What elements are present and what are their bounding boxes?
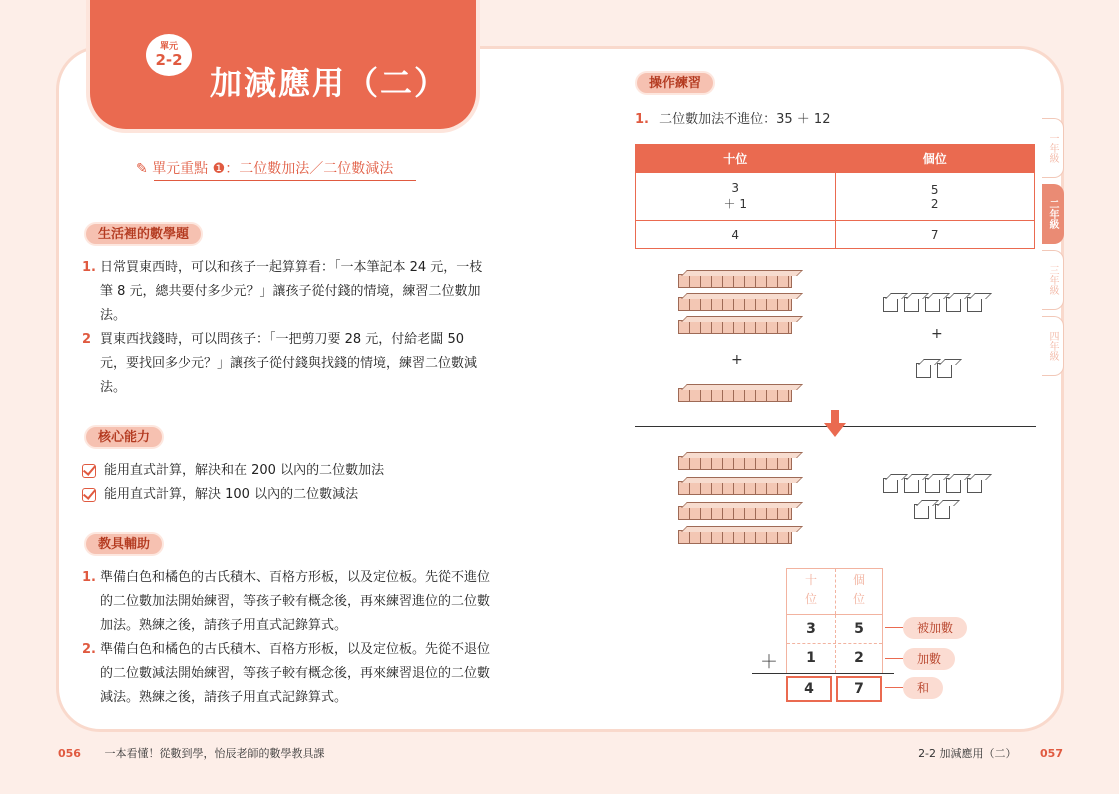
check-text: 能用直式計算，解決 100 以內的二位數減法 bbox=[104, 487, 359, 502]
tab-grade-3[interactable]: 三年級 bbox=[1042, 250, 1064, 310]
unit-cube bbox=[904, 478, 919, 493]
addend-b-tens: ＋ 1 bbox=[723, 197, 747, 211]
unit-cube bbox=[967, 478, 982, 493]
item-text: 日常買東西時，可以和孩子一起算算看：「一本筆記本 24 元，一枝筆 8 元，總共要付多少元？」讓孩子從付錢的情境，練習二位數加法。 bbox=[100, 260, 483, 323]
plus-sign: + bbox=[931, 326, 943, 342]
addend-a-tens: 3 bbox=[731, 181, 740, 195]
cell-ones bbox=[835, 173, 1035, 221]
unit-badge bbox=[146, 34, 192, 76]
footer-right bbox=[918, 745, 1063, 761]
a-ones: 5 bbox=[854, 621, 864, 637]
ten-rod bbox=[678, 530, 792, 544]
ten-rod bbox=[678, 456, 792, 470]
check-item bbox=[82, 459, 384, 483]
page-number-left: 056 bbox=[58, 747, 81, 760]
unit-cube bbox=[916, 363, 931, 378]
addend-a-ones: 5 bbox=[930, 182, 939, 197]
b-tens: 1 bbox=[806, 650, 816, 666]
pill-core: 核心能力 bbox=[84, 425, 164, 449]
unit-label: 單元 bbox=[159, 42, 178, 52]
core-list bbox=[82, 459, 384, 507]
item-text: 準備白色和橘色的古氏積木、百格方形板，以及定位板。先從不退位的二位數減法開始練習，等孩子較有概念後，再來練習退位的二位數減法。熟練之後，請孩子用直式記錄算式。 bbox=[100, 642, 491, 705]
unit-cube bbox=[946, 478, 961, 493]
keypoint-text: 單元重點 ❶：二位數加法／二位數減法 bbox=[152, 161, 394, 177]
place-value-table bbox=[635, 144, 1035, 249]
tab-grade-2[interactable]: 二年級 bbox=[1042, 184, 1064, 244]
sum-ones-box: 7 bbox=[836, 676, 882, 702]
header-tens: 十位 bbox=[636, 145, 836, 173]
ten-rod bbox=[678, 320, 792, 334]
tools-list bbox=[82, 566, 490, 710]
label-addend: 加數 bbox=[903, 648, 955, 670]
table-row bbox=[636, 173, 1035, 221]
head-tens: 十 位 bbox=[804, 573, 817, 606]
unit-cube bbox=[925, 297, 940, 312]
sum-ones: 7 bbox=[835, 221, 1035, 249]
page-number-right: 057 bbox=[1040, 747, 1063, 760]
item-text: 準備白色和橘色的古氏積木、百格方形板，以及定位板。先從不進位的二位數加法開始練習，等孩子較有概念後，再來練習進位的二位數加法。熟練之後，請孩子用直式記錄算式。 bbox=[100, 570, 491, 633]
item-number: 2 bbox=[82, 332, 92, 347]
cell-tens bbox=[636, 173, 836, 221]
unit-cube bbox=[883, 297, 898, 312]
unit-cube bbox=[904, 297, 919, 312]
pill-tools: 教具輔助 bbox=[84, 532, 164, 556]
header-ones: 個位 bbox=[835, 145, 1035, 173]
unit-number: 2-2 bbox=[155, 51, 183, 69]
label-sum: 和 bbox=[903, 677, 943, 699]
list-item bbox=[82, 256, 490, 328]
unit-cube bbox=[935, 504, 950, 519]
check-item bbox=[82, 483, 384, 507]
unit-cube bbox=[925, 478, 940, 493]
vertical-body bbox=[786, 615, 883, 673]
sum-tens: 4 bbox=[636, 221, 836, 249]
unit-cube bbox=[914, 504, 929, 519]
question-number: 1. bbox=[635, 112, 649, 127]
book-title: 一本看懂！從數到學，怡辰老師的數學教具課 bbox=[104, 747, 325, 760]
footer-left bbox=[58, 745, 324, 761]
tab-grade-1[interactable]: 一年級 bbox=[1042, 118, 1064, 178]
grade-tabs bbox=[1042, 118, 1064, 382]
pencil-icon: ✎ bbox=[136, 161, 148, 177]
life-list bbox=[82, 256, 490, 400]
a-tens: 3 bbox=[806, 621, 816, 637]
ten-rod bbox=[678, 506, 792, 520]
list-item bbox=[82, 328, 490, 400]
pill-practice: 操作練習 bbox=[635, 71, 715, 95]
addend-b-ones: 2 bbox=[930, 196, 939, 211]
b-ones: 2 bbox=[854, 650, 864, 666]
ten-rod bbox=[678, 297, 792, 311]
checkbox-icon bbox=[82, 464, 96, 478]
question-text: 二位數加法不進位：35 ＋ 12 bbox=[659, 112, 831, 127]
checkbox-icon bbox=[82, 488, 96, 502]
ten-rod bbox=[678, 481, 792, 495]
sum-tens-box: 4 bbox=[786, 676, 832, 702]
unit-cube bbox=[967, 297, 982, 312]
unit-cube bbox=[946, 297, 961, 312]
list-item bbox=[82, 638, 490, 710]
sum-line bbox=[752, 673, 894, 674]
unit-cube bbox=[883, 478, 898, 493]
keypoint-underline bbox=[154, 180, 416, 181]
item-number: 2. bbox=[82, 642, 96, 657]
list-item bbox=[82, 566, 490, 638]
item-number: 1. bbox=[82, 260, 96, 275]
item-text: 買東西找錢時，可以問孩子：「一把剪刀要 28 元，付給老闆 50 元，要找回多少元？」讓孩子從付錢與找錢的情境，練習二位數減法。 bbox=[100, 332, 478, 395]
tab-grade-4[interactable]: 四年級 bbox=[1042, 316, 1064, 376]
keypoint bbox=[136, 158, 393, 178]
plus-sign: + bbox=[731, 352, 743, 368]
label-augend: 被加數 bbox=[903, 617, 967, 639]
page-title: 加減應用（二） bbox=[210, 64, 449, 102]
ten-rod bbox=[678, 388, 792, 402]
check-text: 能用直式計算，解決和在 200 以內的二位數加法 bbox=[104, 463, 385, 478]
chapter-title: 2-2 加減應用（二） bbox=[918, 747, 1017, 760]
question bbox=[635, 108, 830, 127]
plus-operator: ＋ bbox=[760, 652, 778, 673]
item-number: 1. bbox=[82, 570, 96, 585]
table-row bbox=[636, 221, 1035, 249]
unit-cube bbox=[937, 363, 952, 378]
vertical-header bbox=[786, 568, 883, 615]
pill-life: 生活裡的數學題 bbox=[84, 222, 203, 246]
ten-rod bbox=[678, 274, 792, 288]
head-ones: 個 位 bbox=[852, 573, 865, 606]
